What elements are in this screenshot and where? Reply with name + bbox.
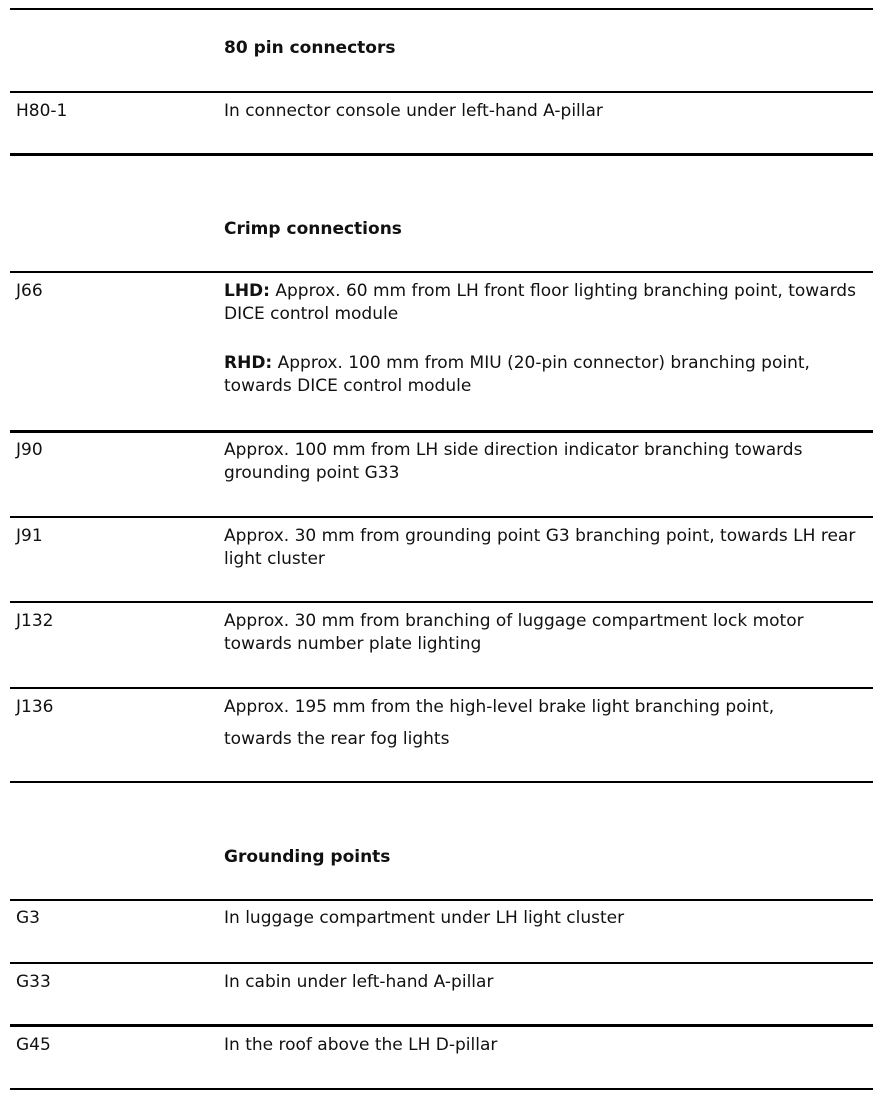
section-heading-grounding-points: Grounding points	[224, 847, 391, 867]
lhd-text: Approx. 60 mm from LH front floor lighting branching point, towards DICE control module	[224, 281, 856, 324]
divider	[10, 271, 873, 273]
ground-location: In luggage compartment under LH light cluster	[224, 908, 625, 928]
ground-location: In cabin under left-hand A-pillar	[224, 972, 494, 992]
divider	[10, 1088, 873, 1090]
crimp-location: Approx. 100 mm from LH side direction indicator branching towards grounding point G33	[224, 440, 803, 483]
connector-code: H80-1	[16, 101, 68, 121]
crimp-location-rhd	[224, 352, 872, 398]
connector-location: In connector console under left-hand A-pillar	[224, 101, 603, 121]
crimp-code: J66	[16, 281, 43, 301]
lhd-label: LHD:	[224, 281, 270, 301]
ground-code: G33	[16, 972, 51, 992]
divider	[10, 899, 873, 901]
rhd-text: Approx. 100 mm from MIU (20-pin connector) branching point, towards DICE control module	[224, 353, 810, 396]
crimp-location-lhd	[224, 280, 872, 326]
section-heading-80-pin-connectors: 80 pin connectors	[224, 38, 396, 58]
divider	[10, 91, 873, 93]
section-heading-crimp-connections: Crimp connections	[224, 219, 402, 239]
crimp-location-line2: towards the rear fog lights	[224, 729, 450, 749]
crimp-location-line1: Approx. 195 mm from the high-level brake light branching point,	[224, 697, 775, 717]
divider	[10, 8, 873, 10]
crimp-code: J91	[16, 526, 43, 546]
divider	[10, 962, 873, 964]
ground-code: G3	[16, 908, 40, 928]
ground-code: G45	[16, 1035, 51, 1055]
crimp-location: Approx. 30 mm from branching of luggage compartment lock motor towards number plate lighting	[224, 611, 804, 654]
divider	[10, 430, 873, 433]
divider	[10, 1024, 873, 1027]
crimp-code: J90	[16, 440, 43, 460]
crimp-location: Approx. 30 mm from grounding point G3 branching point, towards LH rear light cluster	[224, 526, 856, 569]
rhd-label: RHD:	[224, 353, 273, 373]
crimp-code: J132	[16, 611, 54, 631]
divider	[10, 153, 873, 156]
divider	[10, 687, 873, 689]
divider	[10, 601, 873, 603]
crimp-code: J136	[16, 697, 54, 717]
divider	[10, 516, 873, 518]
ground-location: In the roof above the LH D-pillar	[224, 1035, 498, 1055]
divider	[10, 781, 873, 783]
